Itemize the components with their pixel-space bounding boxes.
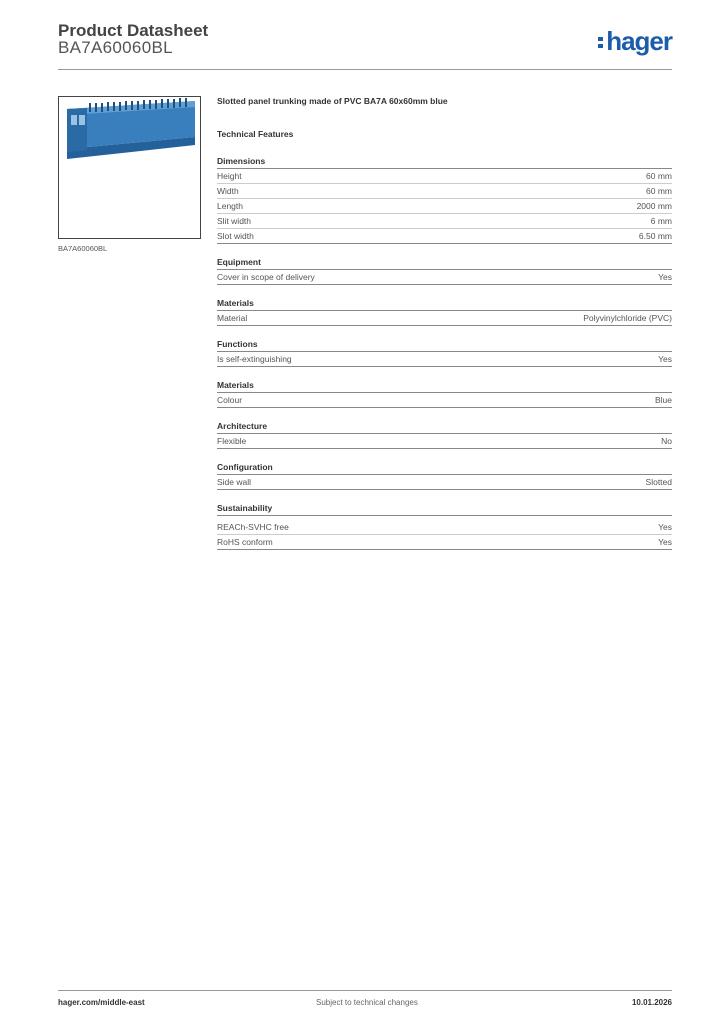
spec-value: 6 mm [650, 216, 672, 226]
spec-label: Is self-extinguishing [217, 354, 292, 364]
spec-row [217, 184, 672, 199]
spec-section [217, 460, 672, 490]
section-title: Dimensions [217, 154, 672, 169]
product-description: Slotted panel trunking made of PVC BA7A 60x60mm blue [217, 96, 448, 106]
spec-row [217, 311, 672, 326]
logo-text: hager [606, 26, 672, 56]
spec-row [217, 352, 672, 367]
spec-section [217, 154, 672, 244]
spec-value: 6.50 mm [638, 231, 672, 241]
logo-dots-icon [598, 26, 604, 57]
spec-row [217, 535, 672, 550]
spec-value: Blue [654, 395, 672, 405]
section-title: Architecture [217, 419, 672, 434]
spec-value: Slotted [645, 477, 672, 487]
image-caption: BA7A60060BL [58, 244, 108, 253]
spec-section [217, 501, 672, 550]
spec-label: Width [217, 186, 239, 196]
hager-logo [598, 26, 672, 57]
trunking-illustration [59, 97, 200, 238]
technical-features-heading: Technical Features [217, 129, 294, 139]
spec-value: 60 mm [646, 171, 672, 181]
spec-label: REACh-SVHC free [217, 522, 289, 532]
spec-label: Slit width [217, 216, 252, 226]
spec-value: 60 mm [646, 186, 672, 196]
spec-label: Colour [217, 395, 243, 405]
spec-label: Cover in scope of delivery [217, 272, 315, 282]
section-title: Materials [217, 296, 672, 311]
spec-section [217, 337, 672, 367]
footer-notice: Subject to technical changes [316, 998, 418, 1007]
footer-date: 10.01.2026 [631, 998, 672, 1007]
spec-sections [217, 154, 672, 550]
spec-row [217, 214, 672, 229]
spec-row [217, 229, 672, 244]
spec-section [217, 255, 672, 285]
spec-row [217, 520, 672, 535]
spec-row [217, 199, 672, 214]
section-title: Materials [217, 378, 672, 393]
spec-row [217, 393, 672, 408]
spec-section [217, 419, 672, 449]
section-title: Functions [217, 337, 672, 352]
spec-label: Flexible [217, 436, 247, 446]
spec-label: Length [217, 201, 243, 211]
spec-value: Yes [658, 354, 672, 364]
spec-value: Yes [658, 537, 672, 547]
section-title: Equipment [217, 255, 672, 270]
spec-label: RoHS conform [217, 537, 273, 547]
spec-row [217, 169, 672, 184]
spec-section [217, 296, 672, 326]
spec-value: Polyvinylchloride (PVC) [583, 313, 672, 323]
footer-website: hager.com/middle-east [58, 998, 145, 1007]
spec-value: Yes [658, 522, 672, 532]
header-divider [58, 69, 672, 70]
spec-row [217, 475, 672, 490]
section-title: Sustainability [217, 501, 672, 516]
spec-value: No [661, 436, 672, 446]
spec-row [217, 270, 672, 285]
product-code: BA7A60060BL [58, 38, 173, 57]
spec-content [217, 96, 672, 550]
spec-section [217, 378, 672, 408]
spec-label: Side wall [217, 477, 252, 487]
product-image [58, 96, 201, 239]
spec-label: Material [217, 313, 248, 323]
spec-label: Slot width [217, 231, 254, 241]
spec-row [217, 434, 672, 449]
page-title: Product Datasheet [58, 21, 209, 40]
spec-value: Yes [658, 272, 672, 282]
footer-divider [58, 990, 672, 991]
spec-label: Height [217, 171, 242, 181]
spec-value: 2000 mm [636, 201, 672, 211]
section-title: Configuration [217, 460, 672, 475]
